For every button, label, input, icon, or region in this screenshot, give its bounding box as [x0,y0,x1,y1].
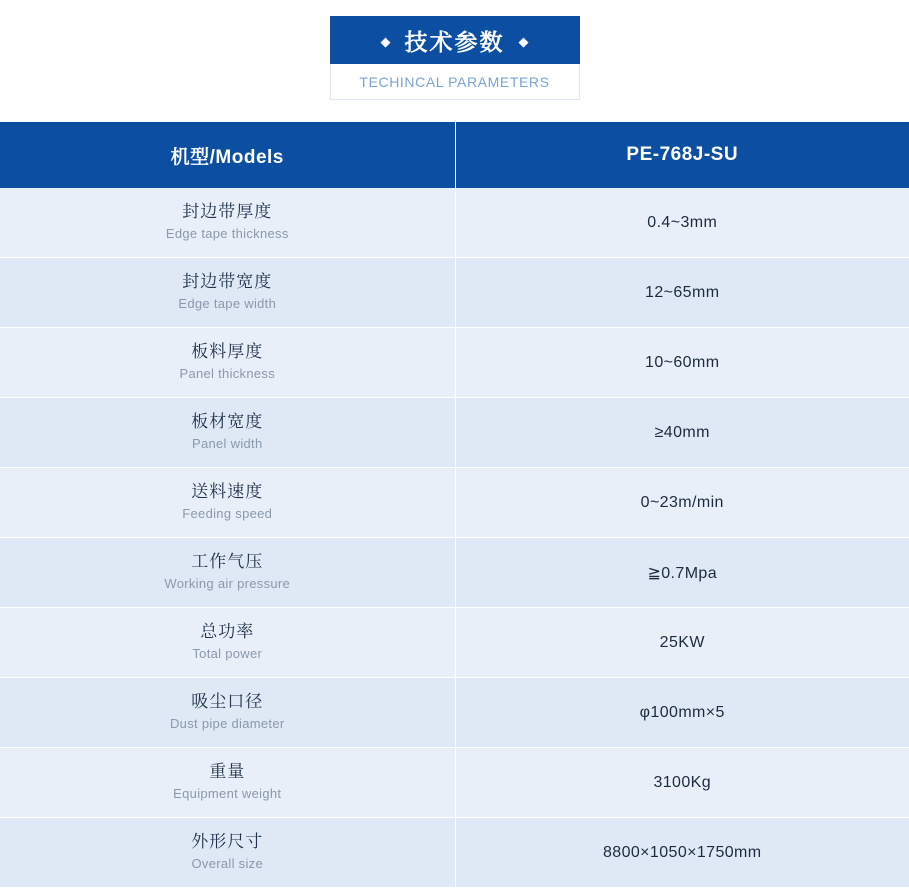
spec-label-cn: 送料速度 [191,482,264,502]
spec-label-cn: 重量 [209,762,246,782]
table-row [0,468,909,538]
column-header-model-value: PE-768J-SU [455,122,909,188]
spec-table-body [0,188,909,888]
diamond-left-icon: ◆ [380,33,391,49]
table-row [0,258,909,328]
table-row [0,538,909,608]
spec-label-en: Working air pressure [164,576,291,592]
table-row [0,398,909,468]
spec-value-cell: 8800×1050×1750mm [455,818,909,888]
spec-value-cell: ≥40mm [455,398,909,468]
spec-label-cn: 板材宽度 [191,412,264,432]
spec-label-cell [0,678,455,748]
spec-label-en: Dust pipe diameter [169,716,285,732]
spec-label-en: Total power [192,646,263,662]
spec-value-cell: 25KW [455,608,909,678]
table-row [0,818,909,888]
spec-label-en: Edge tape thickness [165,226,289,242]
spec-label-cell [0,468,455,538]
spec-table-container [0,122,909,888]
table-row [0,328,909,398]
spec-label-cell [0,258,455,328]
spec-label-cn: 吸尘口径 [191,692,264,712]
title-banner [330,16,580,64]
spec-table-head [0,122,909,188]
table-row [0,678,909,748]
spec-label-cn: 总功率 [200,622,255,642]
spec-value-cell: 0.4~3mm [455,188,909,258]
table-row [0,608,909,678]
page-title: 技术参数 [404,28,505,55]
spec-value-cell: 0~23m/min [455,468,909,538]
spec-label-en: Edge tape width [178,296,277,312]
spec-label-cell [0,328,455,398]
spec-value-cell: 10~60mm [455,328,909,398]
spec-label-cell [0,398,455,468]
spec-label-en: Panel thickness [179,366,276,382]
table-row [0,748,909,818]
spec-label-en: Feeding speed [182,506,273,522]
page-header [0,0,909,100]
column-header-models: 机型/Models [0,122,455,188]
spec-label-cell [0,608,455,678]
spec-label-cell [0,818,455,888]
spec-label-cell [0,748,455,818]
table-header-row [0,122,909,188]
spec-value-cell: 12~65mm [455,258,909,328]
spec-label-en: Equipment weight [173,786,282,802]
spec-label-en: Panel width [191,436,263,452]
spec-table [0,122,909,888]
subtitle-box [330,64,580,100]
spec-label-cn: 封边带宽度 [182,272,273,292]
spec-label-en: Overall size [191,856,263,872]
spec-label-cell [0,538,455,608]
page-subtitle: TECHINCAL PARAMETERS [359,73,550,90]
spec-label-cn: 板料厚度 [191,342,264,362]
spec-value-cell: 3100Kg [455,748,909,818]
spec-value-cell: ≧0.7Mpa [455,538,909,608]
spec-label-cn: 外形尺寸 [191,832,264,852]
spec-value-cell: φ100mm×5 [455,678,909,748]
spec-label-cell [0,188,455,258]
table-row [0,188,909,258]
spec-label-cn: 工作气压 [191,552,264,572]
diamond-right-icon: ◆ [518,33,529,49]
spec-label-cn: 封边带厚度 [182,202,273,222]
